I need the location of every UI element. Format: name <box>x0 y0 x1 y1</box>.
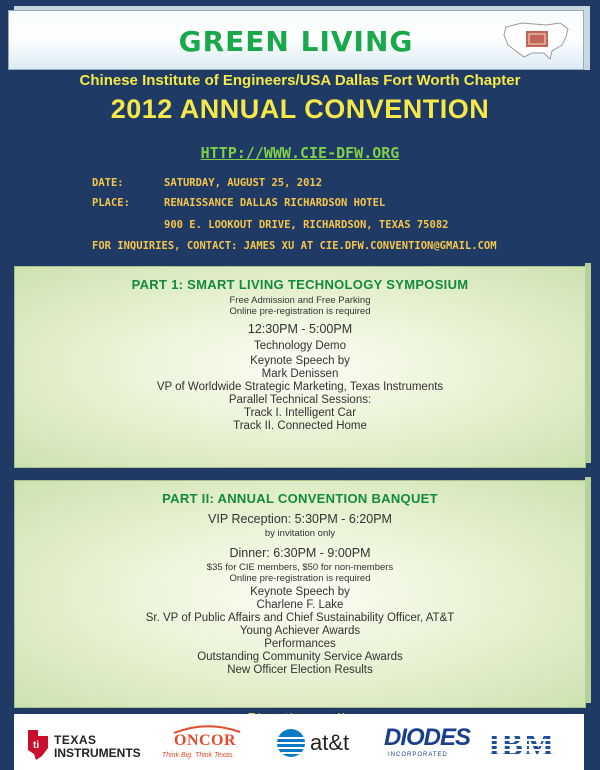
att-name: at&t <box>310 730 350 755</box>
website-link[interactable]: HTTP://WWW.CIE-DFW.ORG <box>200 144 400 162</box>
part1-speaker: Mark Denissen <box>261 368 339 380</box>
part2-invitation: by invitation only <box>264 528 336 539</box>
part2-price: $35 for CIE members, $50 for non-members <box>206 562 394 573</box>
part2-dinner: Dinner: 6:30PM - 9:00PM <box>229 546 371 560</box>
convention-title: 2012 ANNUAL CONVENTION <box>110 94 490 124</box>
diodes-logo <box>384 724 474 764</box>
part2-speaker-title: Sr. VP of Public Affairs and Chief Sustainability Officer, AT&T <box>145 612 455 624</box>
oncor-name: ONCOR <box>174 732 237 749</box>
part1-panel <box>14 266 586 468</box>
inquiries: FOR INQUIRIES, CONTACT: JAMES XU AT CIE.DFW.CONVENTION@GMAIL.COM <box>92 240 497 252</box>
part2-keynote: Keynote Speech by <box>250 586 350 598</box>
sponsor-bar <box>14 714 584 770</box>
part1-track2: Track II. Connected Home <box>233 420 367 432</box>
att-globe-icon <box>276 728 306 758</box>
part1-speaker-title: VP of Worldwide Strategic Marketing, Texas Instruments <box>156 381 444 393</box>
part2-item-community-awards: Outstanding Community Service Awards <box>197 651 403 663</box>
part1-prereg: Online pre-registration is required <box>229 306 371 317</box>
address: 900 E. LOOKOUT DRIVE, RICHARDSON, TEXAS 75082 <box>164 219 449 231</box>
part1-title: PART 1: SMART LIVING TECHNOLOGY SYMPOSIUM <box>131 277 469 292</box>
part1-time: 12:30PM - 5:00PM <box>247 322 353 336</box>
svg-text:ti: ti <box>33 740 40 751</box>
organization-name: Chinese Institute of Engineers/USA Dallas Fort Worth Chapter <box>79 72 521 89</box>
part1-demo: Technology Demo <box>253 340 347 352</box>
diodes-sub: INCORPORATED <box>388 752 448 758</box>
ibm-name: IBM <box>488 726 555 762</box>
date-value: SATURDAY, AUGUST 25, 2012 <box>164 177 323 189</box>
place-value: RENAISSANCE DALLAS RICHARDSON HOTEL <box>164 197 386 209</box>
date-label: DATE: <box>92 177 124 189</box>
part2-item-young-achiever: Young Achiever Awards <box>239 625 361 637</box>
place-label: PLACE: <box>92 197 130 209</box>
usa-map-icon <box>502 17 574 63</box>
part2-item-election: New Officer Election Results <box>227 664 373 676</box>
ti-line1: TEXAS <box>54 733 97 747</box>
part2-panel <box>14 480 586 708</box>
banner-title: GREEN LIVING <box>178 25 414 58</box>
ti-chip-icon <box>24 728 52 762</box>
oncor-logo <box>162 724 272 764</box>
texas-instruments-logo <box>24 728 154 762</box>
part2-title: PART II: ANNUAL CONVENTION BANQUET <box>162 491 438 506</box>
part1-track1: Track I. Intelligent Car <box>243 407 357 419</box>
part1-admission: Free Admission and Free Parking <box>229 295 371 306</box>
header-banner <box>8 10 584 70</box>
att-logo <box>276 724 376 764</box>
part1-keynote: Keynote Speech by <box>250 355 350 367</box>
part2-speaker: Charlene F. Lake <box>256 599 344 611</box>
part2-vip: VIP Reception: 5:30PM - 6:20PM <box>208 512 392 526</box>
ti-line2: INSTRUMENTS <box>54 746 141 760</box>
diodes-name: DIODES <box>384 724 471 751</box>
ibm-logo <box>484 726 574 762</box>
oncor-tagline: Think Big. Think Texas. <box>162 752 235 759</box>
part1-parallel: Parallel Technical Sessions: <box>228 394 372 406</box>
part2-prereg: Online pre-registration is required <box>229 573 371 584</box>
part2-item-performances: Performances <box>264 638 336 650</box>
